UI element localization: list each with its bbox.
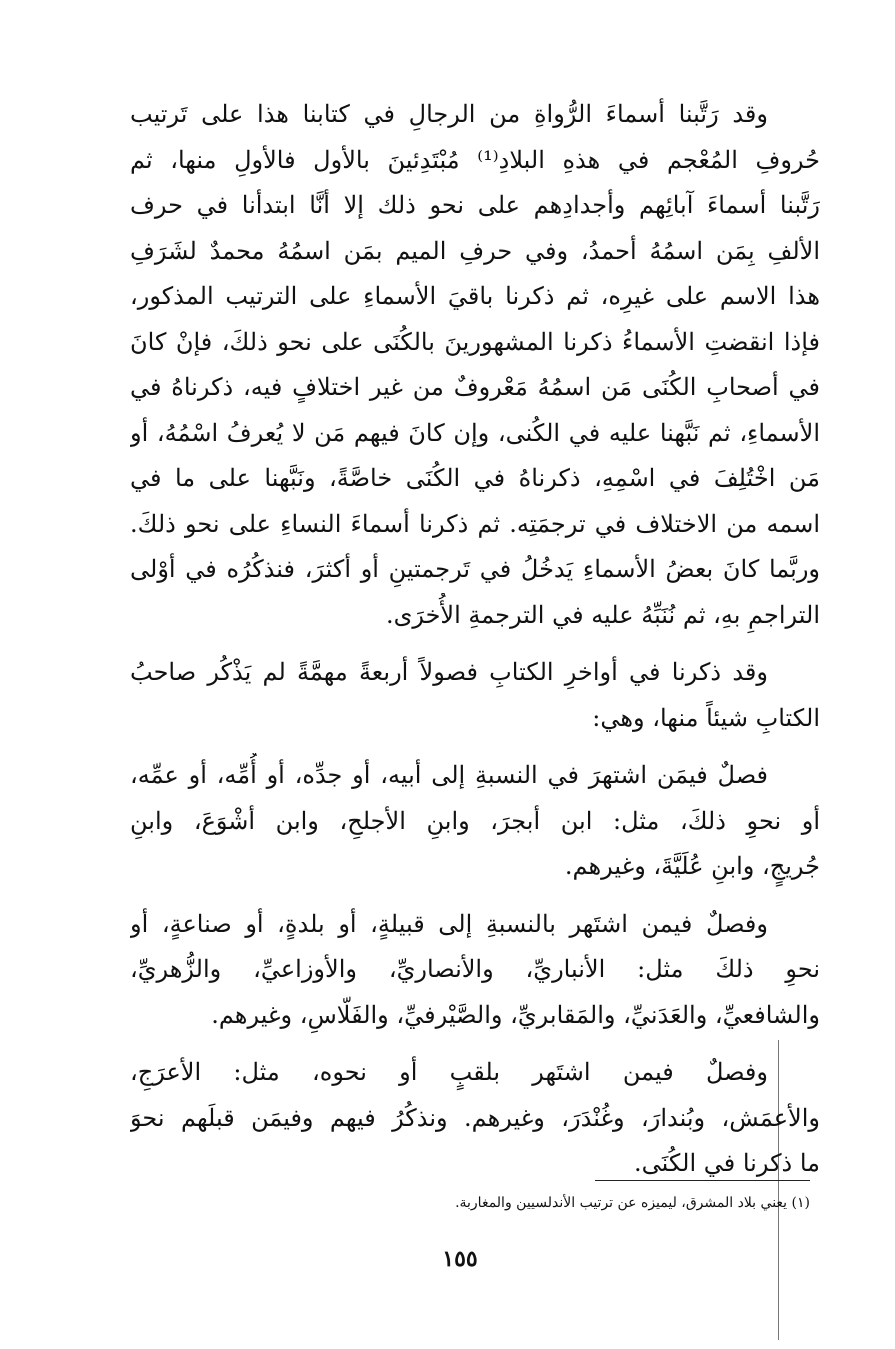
text-line: اسمه من الاختلاف في ترجمَتِه. ثم ذكرنا أسماءَ النساءِ على نحو ذلكَ. [130,509,820,538]
text-line: فصلٌ فيمَن اشتهرَ في النسبةِ إلى أبيه، أو جدِّه، أو أُمِّه، أو عمِّه، [130,761,768,789]
text-line: وقد ذكرنا في أواخرِ الكتابِ فصولاً أربعةً مهمَّةً لم يَذْكُر صاحبُ [130,658,768,686]
text-line: هذا الاسم على غيرِه، ثم ذكرنا باقيَ الأسماءِ على الترتيب المذكور، [130,282,820,310]
footnote: (١) يعني بلاد المشرق، ليميزه عن ترتيب الأندلسيين والمغاربة. [455,1195,810,1211]
text-line: ما ذكرنا في الكُنَى. [634,1149,820,1177]
text-line: مَن اخْتُلِفَ في اسْمِهِ، ذكرناهُ في الكُنَى خاصَّةً، ونَبَّهنا على ما في [130,464,820,492]
paragraph-chapter-nicknames [130,1050,820,1187]
text-line: وقد رَتَّبنا أسماءَ الرُّواةِ من الرجالِ في كتابنا هذا على تَرتيب [130,100,768,128]
text-line: التراجمِ بهِ، ثم نُنَبِّهُ عليه في الترجمةِ الأُخرَى. [385,600,820,629]
text-line: أو نحوِ ذلكَ، مثل: ابن أبجرَ، وابنِ الأجلحِ، وابن أشْوَعَ، وابنِ [130,806,820,835]
text-line: وربَّما كانَ بعضُ الأسماءِ يَدخُلُ في تَرجمتينِ أو أكثرَ، فنذكُرُه في أوْلى [130,555,820,583]
text-line: والأعمَش، وبُندارَ، وغُنْدَرَ، وغيرهم. ونذكُرُ فيهم وفيمَن قبلَهم نحوَ [130,1103,820,1132]
text-line: الأسماءِ، ثم نَبَّهنا عليه في الكُنى، وإن كانَ فيهم مَن لا يُعرفُ اسْمُهُ، أو [130,418,820,447]
text-line: الكتابِ شيئاً منها، وهي: [592,703,820,732]
text-line: رَتَّبنا أسماءَ آبائِهم وأجدادِهم على نحو ذلك إلا أنَّا ابتدأنا في حرف [130,191,820,219]
page-number: ١٥٥ [442,1246,478,1272]
text-line: في أصحابِ الكُنَى مَن اسمُهُ مَعْروفٌ من غير اختلافٍ فيه، ذكرناهُ في [130,373,820,401]
text-line: جُريجٍ، وابنِ عُلَيَّةَ، وغيرهم. [564,852,820,880]
paragraph-appended-chapters [130,650,820,741]
paragraph-chapter-parent-lineage [130,753,820,890]
text-line: وفصلٌ فيمن اشتَهر بالنسبةِ إلى قبيلةٍ، أو بلدةٍ، أو صناعةٍ، أو [130,909,768,938]
text-line: الألفِ بِمَن اسمُهُ أحمدُ، وفي حرفِ الميم بمَن اسمُهُ محمدٌ لشَرَفِ [130,236,820,265]
text-line: فإذا انقضتِ الأسماءُ ذكرنا المشهورينَ بالكُنَى على نحو ذلكَ، فإنْ كانَ [130,327,820,356]
text-line: وفصلٌ فيمن اشتَهر بلقبٍ أو نحوه، مثل: الأعرَجِ، [130,1058,768,1086]
text-line: نحوِ ذلكَ مثل: الأنباريِّ، والأنصاريِّ، والأوزاعيِّ، والزُّهريِّ، [130,955,820,983]
text-line: والشافعيِّ، والعَدَنيِّ، والمَقابريِّ، والصَّيْرفيِّ، والفَلّاسِ، وغيرهم. [211,1000,820,1029]
paragraph-chapter-tribe-town-craft [130,902,820,1039]
main-text [130,92,820,1199]
footnote-separator [595,1180,810,1181]
paragraph-introduction [130,92,820,638]
text-line: حُروفِ المُعْجم في هذهِ البلادِ⁽¹⁾ مُبْتَدِئينَ بالأول فالأولِ منها، ثم [130,145,820,174]
